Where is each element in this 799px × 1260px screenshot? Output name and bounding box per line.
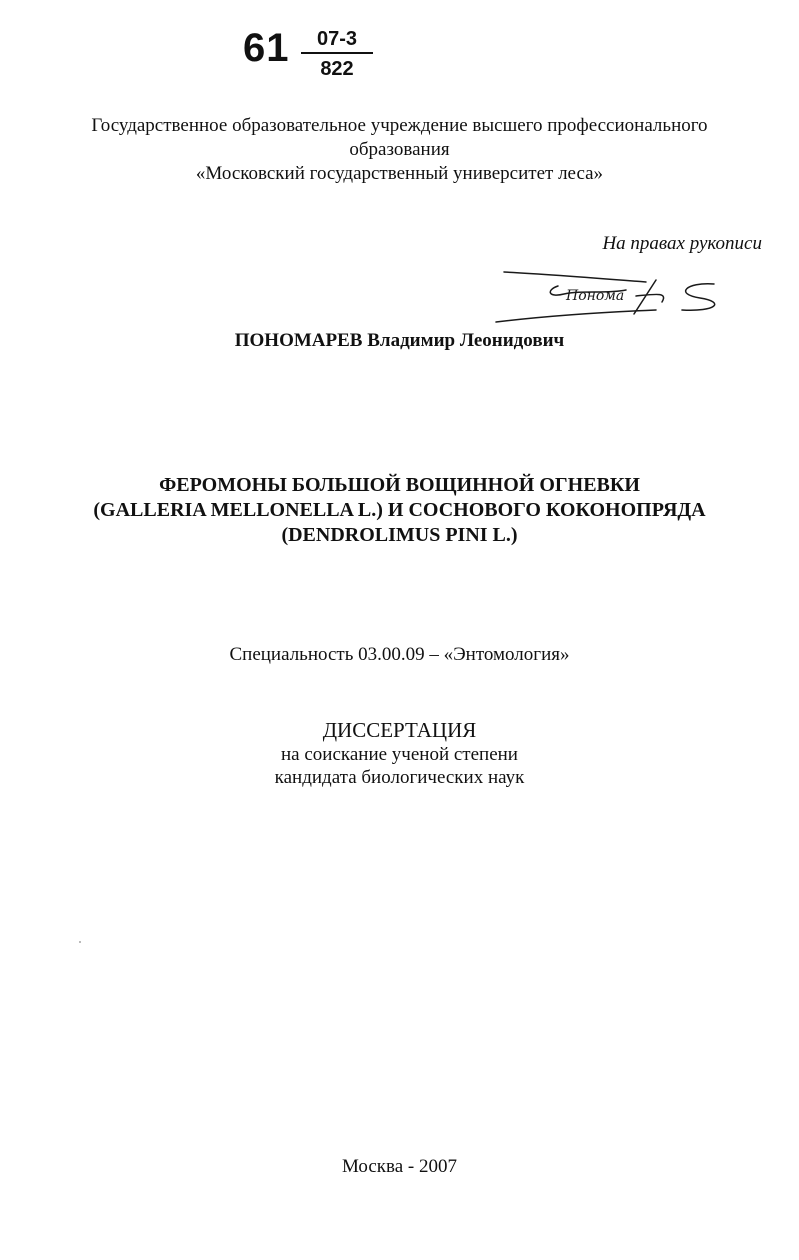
signature-stroke-slash bbox=[634, 280, 656, 314]
city-year: Москва - 2007 bbox=[341, 1156, 458, 1177]
degree-line-1: на соискание ученой степени bbox=[281, 744, 518, 765]
dissertation-degree bbox=[0, 717, 799, 789]
signature-stroke-under bbox=[496, 310, 656, 322]
institution-line-2: образования bbox=[349, 139, 450, 160]
author-name bbox=[0, 329, 799, 353]
author-surname: ПОНОМАРЕВ bbox=[234, 330, 363, 351]
title-line-3: (DENDROLIMUS PINI L.) bbox=[281, 524, 518, 546]
author-given-names: Владимир Леонидович bbox=[367, 330, 565, 351]
title-line-2: (GALLERIA MELLONELLA L.) И СОСНОВОГО КОКОНОПРЯДА bbox=[93, 499, 706, 521]
signature-stroke-s bbox=[682, 284, 715, 310]
signature-stroke-top bbox=[504, 272, 646, 282]
signature-text: Понома bbox=[566, 288, 625, 304]
stamp-fraction bbox=[301, 28, 373, 80]
scan-speck bbox=[79, 941, 81, 943]
library-code-stamp bbox=[243, 28, 373, 84]
institution-line-1: Государственное образовательное учреждение высшего профессионального bbox=[91, 115, 708, 136]
author-signature bbox=[486, 264, 746, 332]
title-line-1: ФЕРОМОНЫ БОЛЬШОЙ ВОЩИННОЙ ОГНЕВКИ bbox=[159, 474, 640, 496]
specialty: Специальность 03.00.09 – «Энтомология» bbox=[229, 644, 570, 665]
stamp-code: 61 bbox=[243, 26, 290, 70]
institution-name bbox=[0, 114, 799, 186]
institution-line-3: «Московский государственный университет леса» bbox=[195, 163, 604, 184]
stamp-numerator: 07-3 bbox=[301, 28, 373, 54]
rights-note: На правах рукописи bbox=[602, 233, 762, 254]
stamp-denominator: 822 bbox=[320, 58, 354, 80]
degree-line-2: кандидата биологических наук bbox=[274, 767, 525, 788]
signature-stroke-hook bbox=[636, 294, 664, 302]
dissertation-title bbox=[0, 473, 799, 548]
dissertation-heading: ДИССЕРТАЦИЯ bbox=[322, 718, 477, 742]
